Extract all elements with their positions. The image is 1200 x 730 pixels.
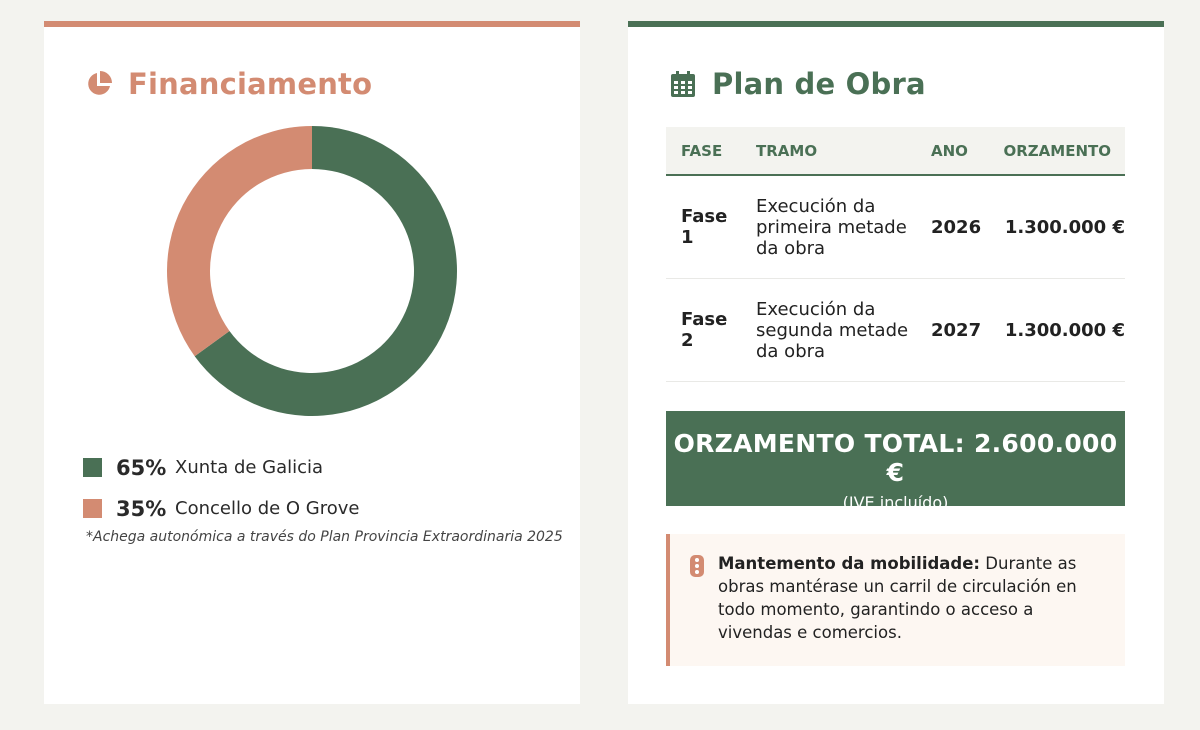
financing-title	[84, 67, 372, 101]
legend-label: Xunta de Galicia	[175, 457, 324, 478]
legend-pct: 65%	[116, 455, 167, 480]
row-tramo: Execución da segunda metade da obra	[741, 279, 916, 382]
total-budget: ORZAMENTO TOTAL: 2.600.000 €	[673, 429, 1118, 487]
row-phase: Fase 1	[666, 175, 741, 279]
total-budget-box	[666, 411, 1125, 512]
row-budget: 1.300.000 €	[986, 279, 1125, 382]
mobility-note-title: Mantemento da mobilidade:	[718, 554, 981, 573]
mobility-note-text: Durante as obras mantérase un carril de circulación en todo momento, garantindo o acceso a vivendas e comercios.	[718, 554, 1077, 642]
table-header-row	[666, 127, 1125, 175]
legend-swatch-xunta	[83, 458, 102, 477]
table-row	[666, 279, 1125, 382]
row-tramo: Execución da primeira metade da obra	[741, 175, 916, 279]
header-year: ANO	[916, 127, 986, 175]
calendar-icon	[668, 69, 698, 99]
financing-donut-chart	[166, 125, 458, 417]
legend-item-xunta	[83, 447, 360, 488]
plan-card	[628, 21, 1164, 704]
pie-chart-icon	[84, 69, 114, 99]
plan-table	[666, 127, 1125, 382]
header-budget: ORZAMENTO	[986, 127, 1125, 175]
header-phase: FASE	[666, 127, 741, 175]
plan-title	[668, 67, 926, 101]
legend-item-concello	[83, 488, 360, 529]
table-row	[666, 175, 1125, 279]
row-year: 2026	[916, 175, 986, 279]
total-budget-note: (IVE incluído)	[842, 493, 949, 512]
legend-pct: 35%	[116, 496, 167, 521]
row-budget: 1.300.000 €	[986, 175, 1125, 279]
legend-label: Concello de O Grove	[175, 498, 360, 519]
donut-slice-2	[167, 126, 312, 356]
financing-legend	[83, 447, 360, 529]
legend-swatch-concello	[83, 499, 102, 518]
row-phase: Fase 2	[666, 279, 741, 382]
header-tramo: TRAMO	[741, 127, 916, 175]
financing-card	[44, 21, 580, 704]
plan-title-text: Plan de Obra	[712, 67, 926, 101]
mobility-note	[666, 534, 1125, 666]
financing-title-text: Financiamento	[128, 67, 373, 101]
traffic-light-icon	[688, 554, 706, 578]
financing-footnote: *Achega autonómica a través do Plan Provincia Extraordinaria 2025	[86, 529, 563, 545]
row-year: 2027	[916, 279, 986, 382]
